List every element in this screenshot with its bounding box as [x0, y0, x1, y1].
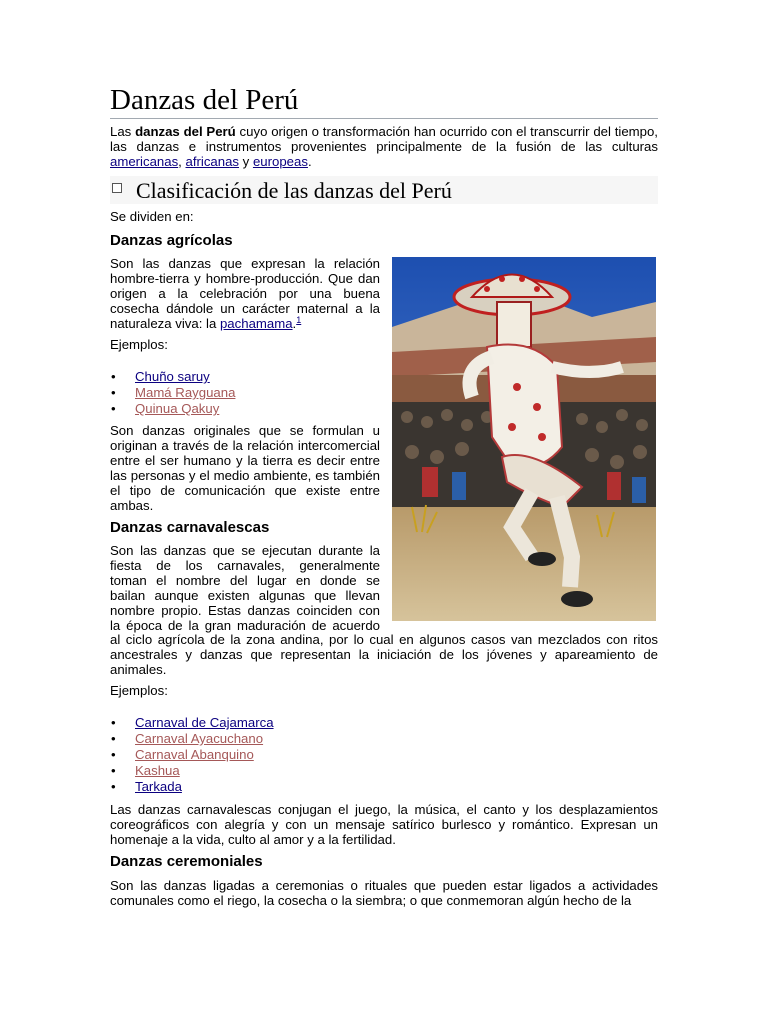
list-item [135, 763, 658, 779]
link-quinua-qakuy[interactable]: Quinua Qakuy [135, 401, 220, 416]
section-heading: Clasificación de las danzas del Perú [136, 178, 452, 203]
link-americanas[interactable]: americanas [110, 154, 179, 169]
page-title: Danzas del Perú [110, 84, 658, 119]
list-item [135, 385, 380, 401]
intro-sep-2: y [239, 154, 253, 169]
carnavalescas-p2-block [110, 802, 658, 847]
section-heading-box [110, 176, 658, 204]
title-block [110, 84, 658, 119]
agricolas-examples-list [110, 369, 380, 417]
link-africanas[interactable]: africanas [185, 154, 240, 169]
list-item [135, 779, 658, 795]
agricolas-p1-text: Son las danzas que expresan la relación hombre-tierra y hombre-producción. Que dan origen a la celebración por una buena cosecha dándole un carácter maternal a la naturaleza viva: la [110, 256, 380, 331]
link-pachamama[interactable]: pachamama [219, 316, 293, 331]
intro-text-2: cuyo origen o transformación han ocurrido con el transcurrir del tiempo, las danzas e instrumentos provenientes principalmente de la fusión de las culturas [110, 124, 658, 154]
list-item [135, 369, 380, 385]
intro-end: . [307, 154, 312, 169]
intro-bold-term: danzas del Perú [135, 124, 236, 139]
carnavalescas-p1-rest-block [110, 632, 658, 677]
carnavalescas-paragraph-2: Las danzas carnavalescas conjugan el juego, la música, el canto y los desplazamientos coreográficos con alegría y con un mensaje satírico burlesco y romántico. Expresan un homenaje a la vida, culto al amor y a la fertilidad. [110, 802, 658, 847]
intro-text-1: Las [110, 124, 136, 139]
link-kashua[interactable]: Kashua [135, 763, 180, 778]
link-tarkada[interactable]: Tarkada [135, 779, 182, 794]
intro-block [110, 124, 658, 169]
list-item [135, 715, 658, 731]
list-item [135, 401, 380, 417]
agricolas-paragraph-2-block [110, 423, 380, 513]
carnavalescas-line: fiesta de los carnavales, generalmente [110, 558, 380, 573]
intro-sep-1: , [178, 154, 186, 169]
carnavalescas-examples-list [110, 715, 658, 795]
ceremoniales-p1-block [110, 878, 658, 908]
carnavalescas-p1-rest: al ciclo agrícola de la zona andina, por lo cual en algunos casos van mezclados con ritos ancestrales y danzas que representan la iniciación de los jóvenes y apareamiento de animales. [110, 632, 658, 677]
agricolas-list-block [110, 369, 380, 417]
carnavalescas-line: toman el nombre del lugar en donde se [110, 573, 380, 588]
agricolas-paragraph-1 [110, 256, 380, 331]
se-dividen-block [110, 209, 658, 224]
carnavalescas-heading-block [110, 519, 380, 536]
carnavalescas-ejemplos-block [110, 683, 658, 698]
intro-paragraph [110, 124, 658, 169]
carnavalescas-line: Son las danzas que se ejecutan durante la [110, 543, 380, 558]
reference-1[interactable]: 1 [296, 315, 302, 325]
link-europeas[interactable]: europeas [252, 154, 308, 169]
link-chuno-saruy[interactable]: Chuño saruy [135, 369, 210, 384]
carnavalescas-list-block [110, 715, 658, 795]
agricolas-paragraph-2: Son danzas originales que se formulan u originan a través de la relación intercomercial entre el ser humano y la tierra es decir entre las personas y el medio ambiente, es también el tipo de comunicación que existe entre ambas. [110, 423, 380, 513]
carnavalescas-p1-lines [110, 543, 380, 633]
carnavalescas-ejemplos-label: Ejemplos: [110, 683, 168, 698]
list-item [135, 747, 658, 763]
se-dividen-text: Se dividen en: [110, 209, 194, 224]
link-carnaval-abanquino[interactable]: Carnaval Abanquino [135, 747, 254, 762]
agricolas-heading-block [110, 232, 658, 249]
agricolas-paragraph-block [110, 256, 380, 331]
carnavalescas-line: la época de la gran maduración de acuerdo [110, 618, 380, 633]
list-item [135, 731, 658, 747]
dancer-photo [392, 257, 656, 621]
ceremoniales-paragraph-1: Son las danzas ligadas a ceremonias o rituales que pueden estar ligados a actividades comunales como el riego, la cosecha o la siembra; o que conmemoran algún hecho de la [110, 878, 658, 908]
link-carnaval-cajamarca[interactable]: Carnaval de Cajamarca [135, 715, 274, 730]
agricolas-ejemplos-label: Ejemplos: [110, 337, 168, 352]
carnavalescas-heading: Danzas carnavalescas [110, 519, 270, 536]
agricolas-ejemplos-block [110, 337, 380, 352]
ceremoniales-heading-block [110, 853, 658, 870]
link-mama-rayguana[interactable]: Mamá Rayguana [135, 385, 236, 400]
ceremoniales-heading: Danzas ceremoniales [110, 853, 263, 870]
carnavalescas-line: bailan aunque existen algunas que llevan [110, 588, 380, 603]
agricolas-heading: Danzas agrícolas [110, 232, 233, 249]
carnavalescas-line: nombre propio. Estas danzas coinciden con [110, 603, 380, 618]
link-carnaval-ayacuchano[interactable]: Carnaval Ayacuchano [135, 731, 264, 746]
agricolas-p1-end: . [292, 316, 297, 331]
collapse-toggle-icon[interactable] [112, 183, 122, 193]
